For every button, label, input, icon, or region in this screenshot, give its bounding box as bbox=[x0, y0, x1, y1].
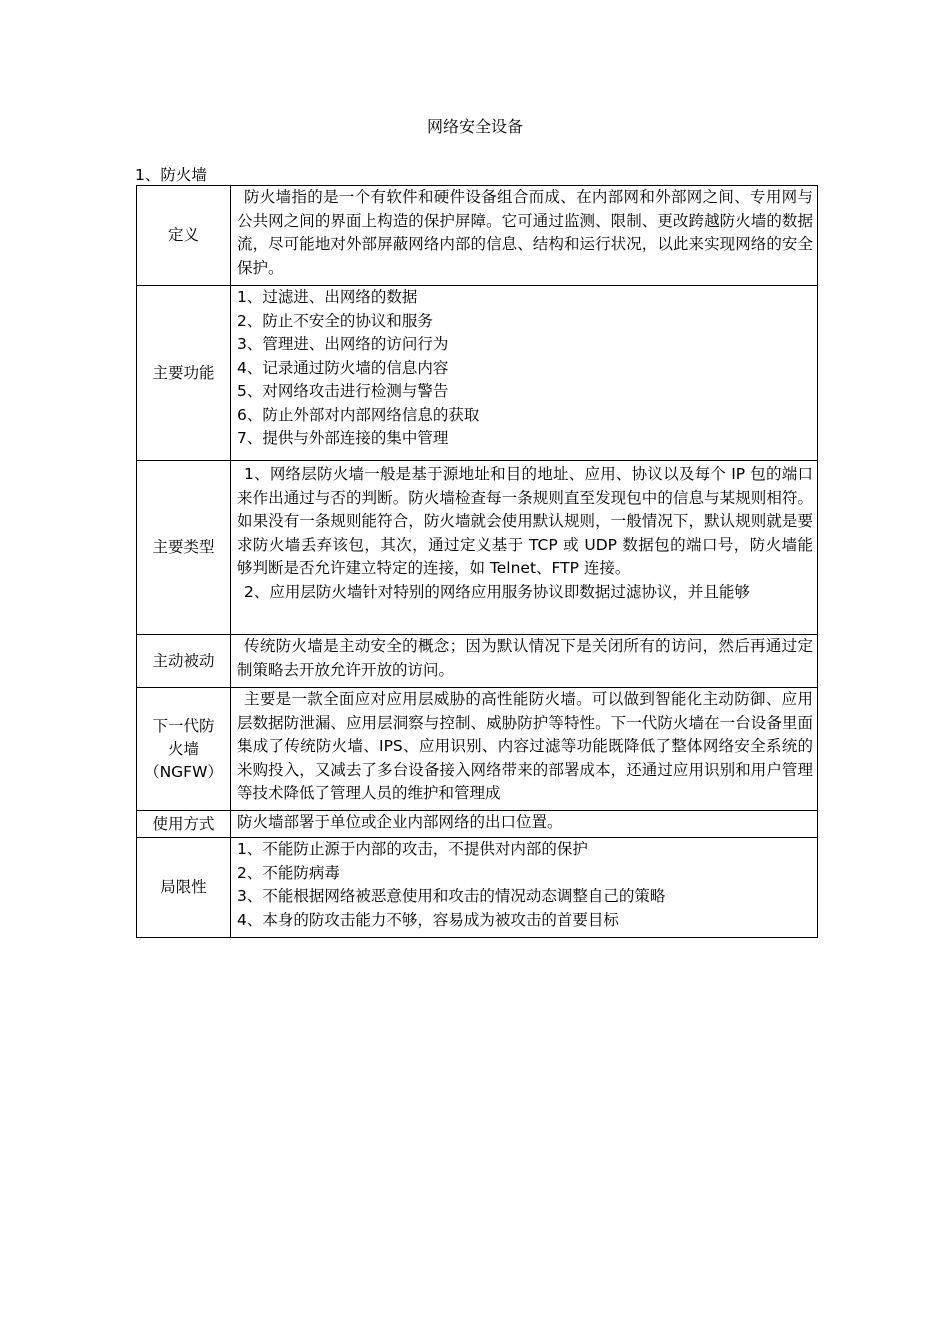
row-label-limitations: 局限性 bbox=[137, 838, 231, 938]
list-item: 4、本身的防攻击能力不够，容易成为被攻击的首要目标 bbox=[237, 910, 619, 929]
page-title: 网络安全设备 bbox=[426, 117, 523, 136]
list-item: 5、对网络攻击进行检测与警告 bbox=[237, 382, 449, 400]
ngfw-text: 主要是一款全面应对应用层威胁的高性能防火墙。可以做到智能化主动防御、应用层数据防泄漏、应用层洞察与控制、威胁防护等特性。下一代防火墙在一台设备里面集成了传统防火墙、IPS、应用识别、内容过滤等功能既降低了整体网络安全系统的米购投入，又减去了多台设备接入网络带来的部署成本，还通过应用识别和用户管理等技术降低了管理人员的维护和管理成 bbox=[237, 690, 813, 802]
row-content-main-types bbox=[231, 461, 818, 635]
active-passive-text: 传统防火墙是主动安全的概念；因为默认情况下是关闭所有的访问，然后再通过定制策略去开放允许开放的访问。 bbox=[237, 637, 813, 679]
table-row-ngfw bbox=[137, 688, 818, 811]
row-label-ngfw bbox=[137, 688, 231, 811]
list-item: 3、不能根据网络被恶意使用和攻击的情况动态调整自己的策略 bbox=[237, 887, 666, 905]
deployment-text: 防火墙部署于单位或企业内部网络的出口位置。 bbox=[237, 813, 563, 831]
row-label-main-functions: 主要功能 bbox=[137, 286, 231, 461]
row-label-active-passive: 主动被动 bbox=[137, 635, 231, 688]
list-item: 1、过滤进、出网络的数据 bbox=[237, 288, 418, 306]
list-item: 2、不能防病毒 bbox=[237, 863, 340, 882]
list-item: 6、防止外部对内部网络信息的获取 bbox=[237, 405, 480, 424]
type-paragraph-network-layer: 1、网络层防火墙一般是基于源地址和目的地址、应用、协议以及每个 IP 包的端口来作出通过与否的判断。防火墙检查每一条规则直至发现包中的信息与某规则相符。如果没有一条规则能符合，防火墙就会使用默认规则，一般情况下，默认规则就是要求防火墙丢弃该包，其次，通过定义基于 TCP 或 UDP 数据包的端口号，防火墙能够判断是否允许建立特定的连接，如 Telnet、FTP 连接。 bbox=[237, 465, 813, 577]
row-content-limitations bbox=[231, 838, 818, 938]
row-content-definition bbox=[231, 186, 818, 286]
table-row-active-passive bbox=[137, 635, 818, 688]
firewall-table bbox=[136, 185, 818, 938]
definition-text: 防火墙指的是一个有软件和硬件设备组合而成、在内部网和外部网之间、专用网与公共网之间的界面上构造的保护屏障。它可通过监测、限制、更改跨越防火墙的数据流，尽可能地对外部屏蔽网络内部的信息、结构和运行状况，以此来实现网络的安全保护。 bbox=[237, 188, 813, 277]
list-item: 4、记录通过防火墙的信息内容 bbox=[237, 358, 449, 377]
row-content-active-passive bbox=[231, 635, 818, 688]
list-item: 2、防止不安全的协议和服务 bbox=[237, 311, 433, 330]
row-label-main-types: 主要类型 bbox=[137, 461, 231, 635]
list-item: 1、不能防止源于内部的攻击，不提供对内部的保护 bbox=[237, 840, 588, 858]
ngfw-label-line: 下一代防 bbox=[152, 716, 215, 735]
ngfw-label-line: （NGFW） bbox=[144, 762, 223, 781]
list-item: 3、管理进、出网络的访问行为 bbox=[237, 335, 449, 353]
row-label-definition: 定义 bbox=[137, 186, 231, 286]
table-row-main-types bbox=[137, 461, 818, 635]
table-row-main-functions bbox=[137, 286, 818, 461]
row-content-ngfw bbox=[231, 688, 818, 811]
row-content-deployment bbox=[231, 811, 818, 838]
list-item: 7、提供与外部连接的集中管理 bbox=[237, 429, 449, 447]
row-label-deployment: 使用方式 bbox=[137, 811, 231, 838]
table-row-definition bbox=[137, 186, 818, 286]
table-row-deployment bbox=[137, 811, 818, 838]
row-content-main-functions bbox=[231, 286, 818, 461]
ngfw-label-line: 火墙 bbox=[167, 739, 199, 758]
table-row-limitations bbox=[137, 838, 818, 938]
type-paragraph-application-layer: 2、应用层防火墙针对特别的网络应用服务协议即数据过滤协议，并且能够 bbox=[244, 582, 750, 601]
section-heading: 1、防火墙 bbox=[135, 166, 207, 184]
